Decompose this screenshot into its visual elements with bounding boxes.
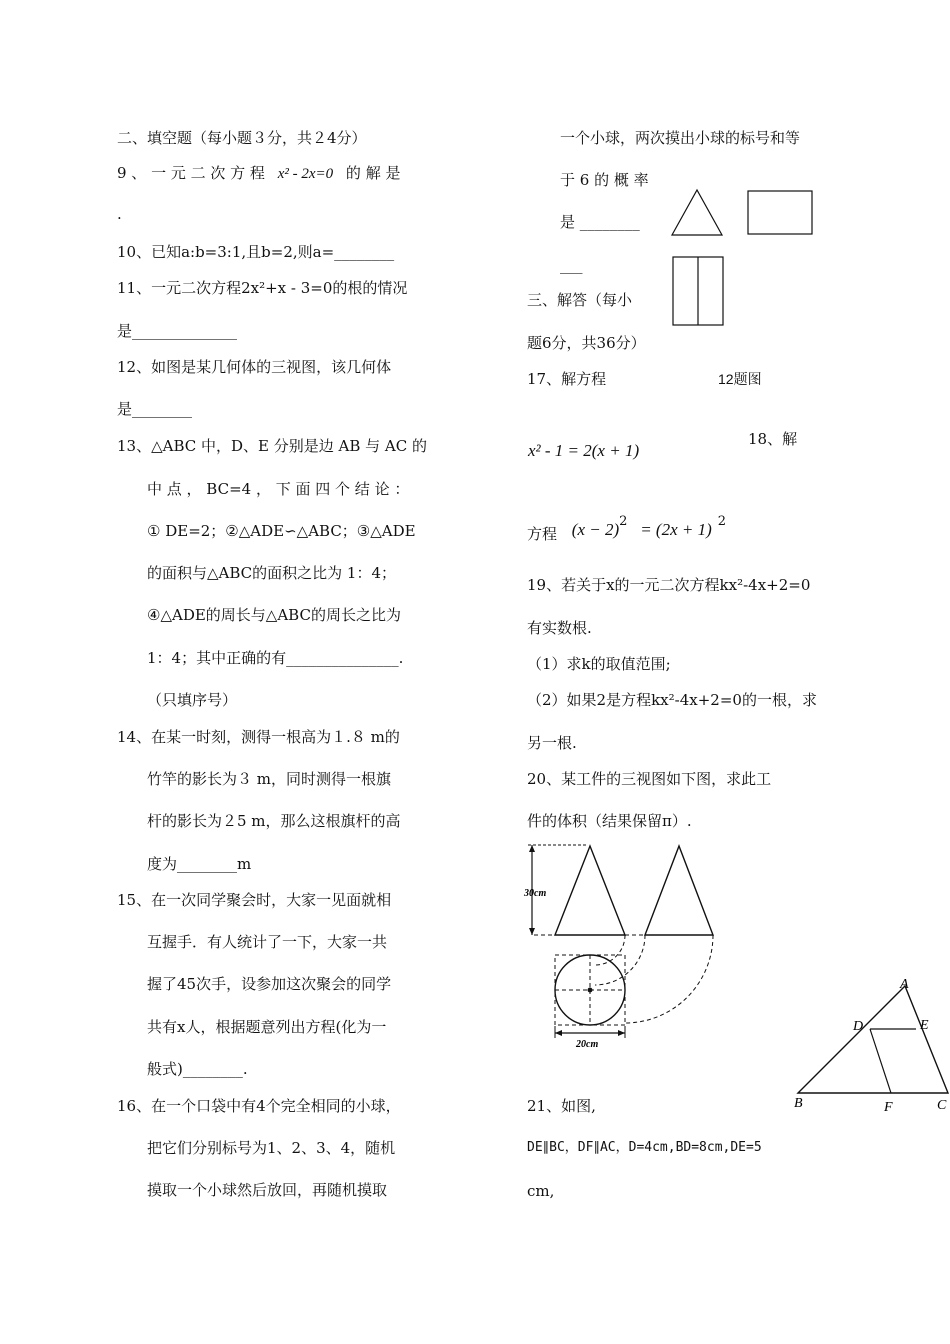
q16-line1: 16、在一个口袋中有4个完全相同的小球，	[117, 1097, 401, 1115]
q16-cont-line3: 是 ________	[560, 213, 640, 231]
q18-equation-label: 方程	[527, 525, 558, 543]
q13-line5: ④△ADE的周长与△ABC的周长之比为	[147, 606, 401, 624]
q13-line7: （只填序号）	[147, 691, 238, 709]
q16-line2: 把它们分别标号为1、2、3、4，随机	[147, 1139, 396, 1157]
q12-figure-caption: 12题图	[718, 371, 762, 387]
q9-line	[117, 163, 400, 184]
q9-equation: x² - 2x=0	[277, 166, 334, 182]
q13-line4: 的面积与△ABC的面积之比为 1：4；	[147, 564, 397, 582]
arrow-left-icon	[555, 1030, 562, 1036]
point-d-label: D	[853, 1019, 864, 1034]
q13-line1: 13、△ABC 中，D、E 分别是边 AB 与 AC 的	[117, 437, 427, 455]
q18-title: 18、解	[748, 430, 798, 448]
q18-line2	[527, 514, 727, 544]
q17-equation: x² - 1 = 2(x + 1)	[528, 441, 640, 460]
q9-blank: .	[117, 205, 122, 223]
q12-line2: 是________	[117, 400, 193, 418]
front-view-triangle	[672, 190, 722, 235]
arrow-right-icon	[618, 1030, 625, 1036]
q9-answer-label: 的 解 是	[345, 164, 401, 182]
section-title-solve-line2: 题6分，共36分）	[527, 334, 646, 352]
point-b-label: B	[794, 1096, 803, 1111]
q16-line3: 摸取一个小球然后放回，再随机摸取	[147, 1181, 388, 1199]
q11-line1: 11、一元二次方程2x²+x - 3=0的根的情况	[117, 279, 408, 297]
q21-triangle-figure	[790, 972, 950, 1120]
q19-line2: 有实数根.	[527, 619, 592, 637]
q15-line3: 握了45次手，设参加这次聚会的同学	[147, 975, 392, 993]
q19-part1: （1）求k的取值范围;	[527, 655, 671, 673]
q18-equation-left: (x − 2)	[571, 520, 620, 539]
q15-line4: 共有x人，根据题意列出方程(化为一	[147, 1018, 387, 1036]
q16-cont-line1: 一个小球，两次摸出小球的标号和等	[560, 129, 801, 147]
q16-cont-line2: 于 6 的 概 率	[560, 171, 649, 189]
q13-line3: ① DE=2；②△ADE∽△ABC；③△ADE	[147, 522, 416, 540]
q9-text: 9 、 一 元 二 次 方 程	[117, 164, 265, 182]
q20-line2: 件的体积（结果保留π）.	[527, 812, 692, 830]
q19-line1: 19、若关于x的一元二次方程kx²-4x+2=0	[527, 576, 811, 594]
q15-line2: 互握手．有人统计了一下，大家一共	[147, 933, 388, 951]
q17-title: 17、解方程	[527, 370, 607, 388]
q14-line1: 14、在某一时刻，测得一根高为１.８ m的	[117, 728, 400, 746]
q14-line4: 度为________m	[147, 855, 252, 873]
width-label: 20cm	[576, 1039, 599, 1050]
q12-line1: 12、如图是某几何体的三视图，该几何体	[117, 358, 392, 376]
q21-given-cont: cm,	[527, 1182, 555, 1200]
q20-line1: 20、某工件的三视图如下图，求此工	[527, 770, 772, 788]
projection-arc-middle	[595, 935, 645, 985]
q10: 10、已知a:b=3:1,且b=2,则a=________	[117, 243, 395, 261]
arrow-down-icon	[529, 928, 535, 935]
q13-line2: 中 点 ， BC=4 ， 下 面 四 个 结 论 ：	[147, 480, 410, 498]
q15-line1: 15、在一次同学聚会时，大家一见面就相	[117, 891, 392, 909]
side-view-rectangle	[748, 191, 812, 234]
q19-part2-cont: 另一根.	[527, 734, 577, 752]
q12-three-view-figure	[666, 185, 820, 330]
front-view-triangle	[555, 846, 625, 935]
section-title-solve-line1: 三、解答（每小	[527, 291, 633, 309]
q16-cont-line4: ___	[560, 256, 583, 274]
q14-line2: 竹竿的影长为３ m，同时测得一根旗	[147, 770, 391, 788]
q18-exponent-right: 2	[717, 514, 727, 529]
q14-line3: 杆的影长为２5 m，那么这根旗杆的高	[147, 812, 401, 830]
projection-arc-outer	[625, 935, 713, 1023]
q18-equation-right: = (2x + 1)	[640, 520, 712, 539]
section-title-fill-blank: 二、填空题（每小题３分，共２4分）	[117, 129, 367, 147]
q18-exponent-left: 2	[619, 514, 628, 529]
point-a-label: A	[900, 977, 909, 992]
point-f-label: F	[884, 1100, 893, 1115]
point-c-label: C	[937, 1098, 947, 1113]
q19-part2: （2）如果2是方程kx²-4x+2=0的一根，求	[527, 691, 817, 709]
q11-line2: 是______________	[117, 322, 238, 340]
arrow-up-icon	[529, 845, 535, 852]
q20-cone-three-view-figure	[522, 840, 722, 1050]
q13-line6: 1：4；其中正确的有_______________.	[147, 649, 404, 667]
side-view-triangle	[645, 846, 713, 935]
q21-title: 21、如图,	[527, 1097, 596, 1115]
center-point	[588, 988, 593, 993]
q15-line5: 般式)________.	[147, 1060, 248, 1078]
point-e-label: E	[920, 1018, 929, 1033]
segment-df	[870, 1029, 891, 1093]
q21-given: DE∥BC，DF∥AC，D=4cm,BD=8cm,DE=5	[527, 1140, 762, 1155]
height-label: 30cm	[524, 888, 547, 899]
